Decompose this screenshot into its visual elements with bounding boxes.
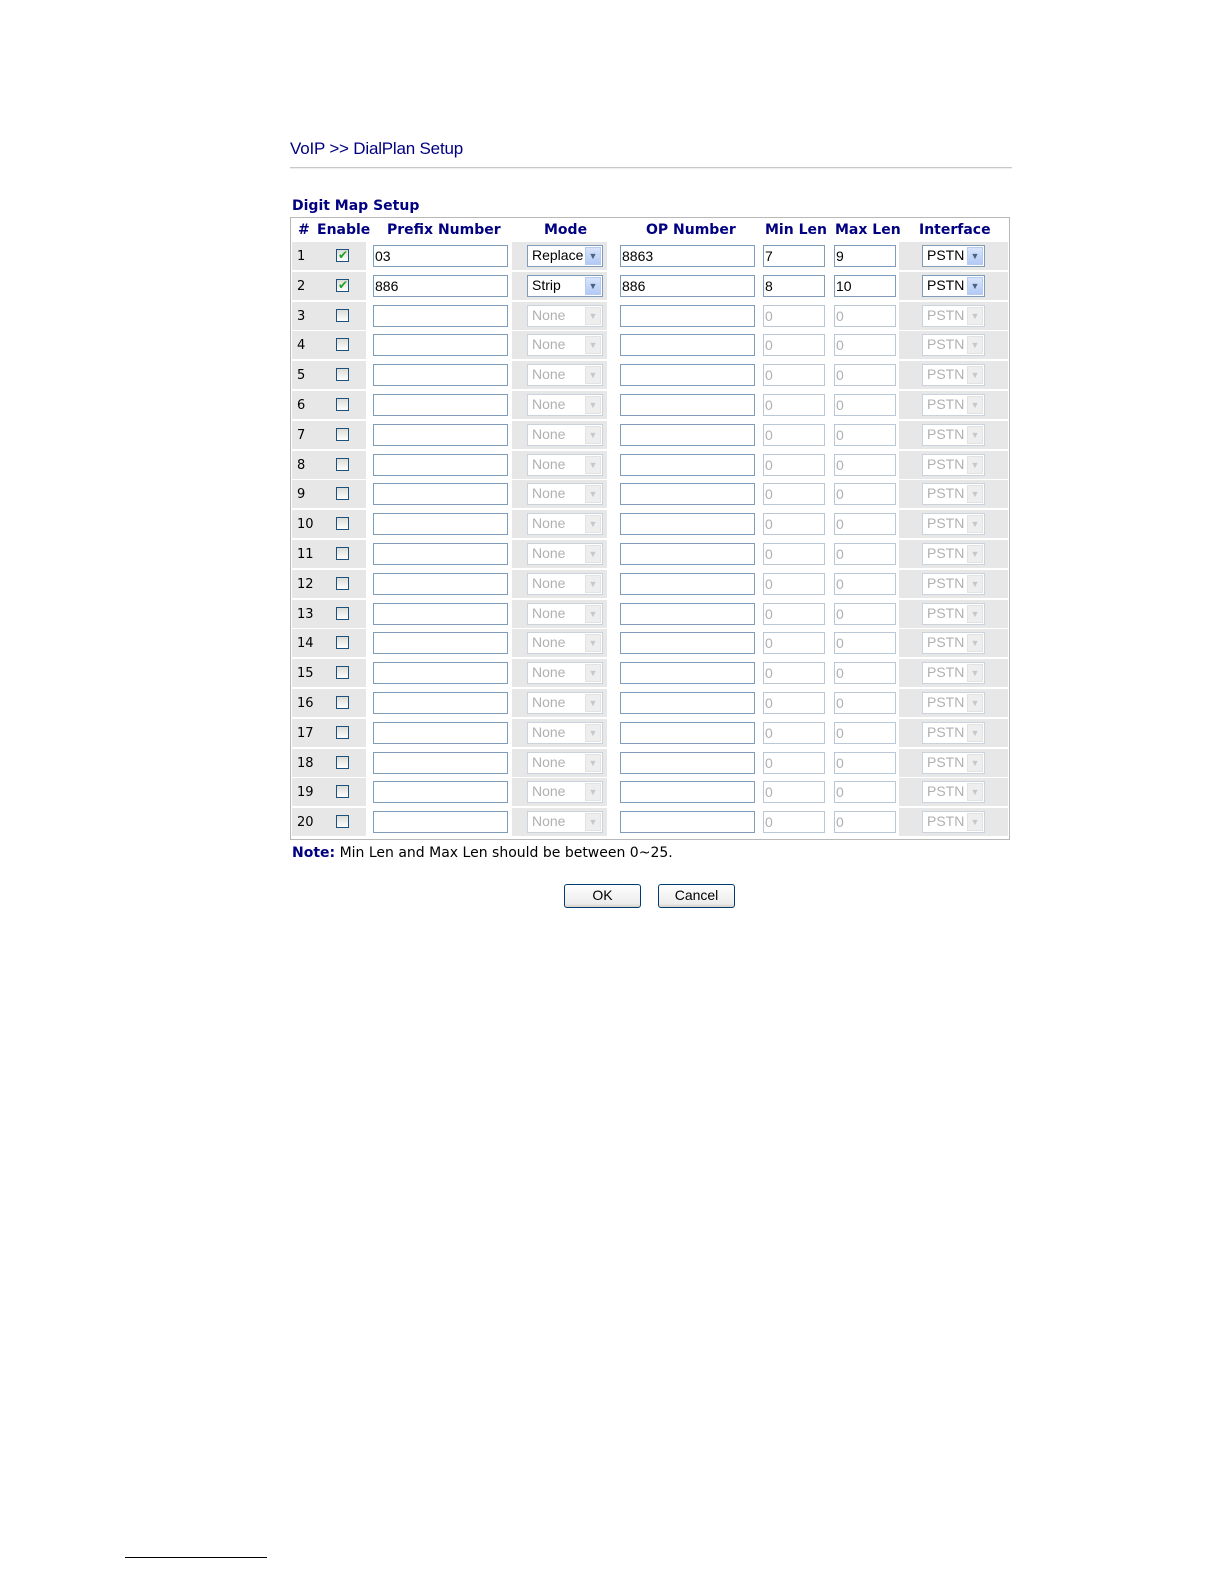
cancel-button[interactable]: Cancel — [658, 884, 735, 908]
mode-select[interactable] — [527, 424, 603, 446]
max-len-input[interactable]: 0 — [834, 364, 896, 386]
enable-checkbox[interactable] — [336, 338, 349, 351]
enable-checkbox[interactable] — [336, 458, 349, 471]
enable-checkbox[interactable] — [336, 696, 349, 709]
row-number: 20 — [297, 815, 314, 830]
interface-select-value: PSTN — [927, 605, 965, 621]
chevron-down-icon[interactable]: ▼ — [585, 277, 601, 295]
min-len-input[interactable]: 0 — [763, 573, 825, 595]
min-len-input[interactable]: 8 — [763, 275, 825, 297]
prefix-number-input[interactable] — [373, 692, 508, 714]
mode-select[interactable] — [527, 394, 603, 416]
chevron-down-icon[interactable]: ▼ — [967, 426, 983, 444]
enable-checkbox[interactable] — [336, 398, 349, 411]
mode-select[interactable] — [527, 692, 603, 714]
table-row — [292, 719, 1008, 747]
interface-select[interactable] — [922, 424, 985, 446]
chevron-down-icon[interactable]: ▼ — [585, 724, 601, 742]
op-number-input[interactable] — [620, 305, 755, 327]
chevron-down-icon[interactable]: ▼ — [967, 336, 983, 354]
chevron-down-icon[interactable]: ▼ — [585, 694, 601, 712]
interface-select[interactable] — [922, 334, 985, 356]
chevron-down-icon[interactable]: ▼ — [585, 456, 601, 474]
chevron-down-icon[interactable]: ▼ — [967, 664, 983, 682]
header-number: # — [298, 222, 310, 238]
table-row — [292, 480, 1008, 508]
min-len-input[interactable]: 0 — [763, 305, 825, 327]
chevron-down-icon[interactable]: ▼ — [585, 754, 601, 772]
enable-checkbox[interactable] — [336, 249, 349, 262]
mode-select-value: None — [532, 694, 566, 710]
mode-select-value: None — [532, 664, 566, 680]
op-number-input[interactable] — [620, 454, 755, 476]
note-body: Min Len and Max Len should be between 0~25. — [335, 845, 673, 861]
min-len-input[interactable]: 0 — [763, 424, 825, 446]
mode-select[interactable] — [527, 722, 603, 744]
min-len-input[interactable]: 0 — [763, 513, 825, 535]
enable-checkbox[interactable] — [336, 487, 349, 500]
chevron-down-icon[interactable]: ▼ — [967, 575, 983, 593]
interface-select-value: PSTN — [927, 366, 965, 382]
chevron-down-icon[interactable]: ▼ — [967, 456, 983, 474]
max-len-input[interactable]: 0 — [834, 662, 896, 684]
interface-select[interactable] — [922, 603, 985, 625]
max-len-input[interactable]: 0 — [834, 603, 896, 625]
chevron-down-icon[interactable]: ▼ — [967, 515, 983, 533]
max-len-input[interactable]: 0 — [834, 394, 896, 416]
table-row — [292, 808, 1008, 836]
interface-select[interactable] — [922, 573, 985, 595]
chevron-down-icon[interactable]: ▼ — [967, 545, 983, 563]
interface-select-value: PSTN — [927, 813, 965, 829]
prefix-number-input[interactable] — [373, 573, 508, 595]
page-title: VoIP >> DialPlan Setup — [290, 139, 463, 158]
min-len-input[interactable]: 0 — [763, 692, 825, 714]
interface-select[interactable] — [922, 454, 985, 476]
mode-select[interactable] — [527, 543, 603, 565]
check-mark-icon: ✔ — [338, 248, 349, 262]
prefix-number-input[interactable] — [373, 305, 508, 327]
chevron-down-icon[interactable]: ▼ — [585, 336, 601, 354]
interface-select[interactable] — [922, 632, 985, 654]
footnote-rule — [125, 1557, 267, 1558]
mode-select[interactable] — [527, 245, 603, 267]
mode-select-value: None — [532, 456, 566, 472]
mode-select[interactable] — [527, 334, 603, 356]
ok-button[interactable]: OK — [564, 884, 641, 908]
enable-checkbox[interactable] — [336, 517, 349, 530]
op-number-input[interactable] — [620, 752, 755, 774]
mode-select-value: None — [532, 813, 566, 829]
table-row — [292, 540, 1008, 568]
table-row — [292, 778, 1008, 806]
header-prefix-number: Prefix Number — [387, 222, 501, 238]
interface-select-value: PSTN — [927, 307, 965, 323]
interface-select-value: PSTN — [927, 694, 965, 710]
prefix-number-input[interactable] — [373, 543, 508, 565]
mode-select[interactable] — [527, 752, 603, 774]
min-len-input[interactable]: 7 — [763, 245, 825, 267]
min-len-input[interactable]: 0 — [763, 632, 825, 654]
table-row — [292, 302, 1008, 330]
chevron-down-icon[interactable]: ▼ — [967, 754, 983, 772]
table-row — [292, 451, 1008, 479]
prefix-number-input[interactable]: 03 — [373, 245, 508, 267]
chevron-down-icon[interactable]: ▼ — [967, 724, 983, 742]
max-len-input[interactable]: 0 — [834, 632, 896, 654]
row-number: 12 — [297, 577, 314, 592]
chevron-down-icon[interactable]: ▼ — [585, 247, 601, 265]
interface-select-value: PSTN — [927, 754, 965, 770]
interface-select[interactable] — [922, 394, 985, 416]
op-number-input[interactable] — [620, 811, 755, 833]
interface-select[interactable] — [922, 305, 985, 327]
enable-checkbox[interactable] — [336, 428, 349, 441]
min-len-input[interactable]: 0 — [763, 483, 825, 505]
interface-select-value: PSTN — [927, 634, 965, 650]
table-row — [292, 749, 1008, 777]
row-number: 17 — [297, 726, 314, 741]
mode-select-value: None — [532, 366, 566, 382]
enable-checkbox[interactable] — [336, 815, 349, 828]
chevron-down-icon[interactable]: ▼ — [967, 396, 983, 414]
row-number: 16 — [297, 696, 314, 711]
chevron-down-icon[interactable]: ▼ — [967, 813, 983, 831]
table-row — [292, 629, 1008, 657]
interface-select[interactable] — [922, 722, 985, 744]
enable-checkbox[interactable] — [336, 368, 349, 381]
row-number: 3 — [297, 309, 306, 324]
table-row — [292, 659, 1008, 687]
chevron-down-icon[interactable]: ▼ — [585, 545, 601, 563]
interface-select-value: PSTN — [927, 783, 965, 799]
interface-select-value: PSTN — [927, 575, 965, 591]
row-number: 6 — [297, 398, 306, 413]
enable-checkbox[interactable] — [336, 666, 349, 679]
interface-select-value: PSTN — [927, 396, 965, 412]
mode-select[interactable] — [527, 364, 603, 386]
interface-select[interactable] — [922, 662, 985, 684]
mode-select[interactable] — [527, 454, 603, 476]
min-len-input[interactable]: 0 — [763, 543, 825, 565]
max-len-input[interactable]: 0 — [834, 454, 896, 476]
header-op-number: OP Number — [646, 222, 736, 238]
chevron-down-icon[interactable]: ▼ — [967, 307, 983, 325]
interface-select-value: PSTN — [927, 724, 965, 740]
op-number-input[interactable] — [620, 513, 755, 535]
interface-select-value: PSTN — [927, 277, 965, 293]
mode-select[interactable] — [527, 632, 603, 654]
chevron-down-icon[interactable]: ▼ — [585, 664, 601, 682]
chevron-down-icon[interactable]: ▼ — [585, 307, 601, 325]
op-number-input[interactable]: 886 — [620, 275, 755, 297]
chevron-down-icon[interactable]: ▼ — [585, 515, 601, 533]
chevron-down-icon[interactable]: ▼ — [585, 813, 601, 831]
min-len-input[interactable]: 0 — [763, 334, 825, 356]
op-number-input[interactable]: 8863 — [620, 245, 755, 267]
prefix-number-input[interactable] — [373, 334, 508, 356]
mode-select[interactable] — [527, 483, 603, 505]
prefix-number-input[interactable] — [373, 632, 508, 654]
interface-select-value: PSTN — [927, 456, 965, 472]
chevron-down-icon[interactable]: ▼ — [967, 485, 983, 503]
chevron-down-icon[interactable]: ▼ — [967, 366, 983, 384]
section-title: Digit Map Setup — [292, 198, 420, 214]
chevron-down-icon[interactable]: ▼ — [585, 605, 601, 623]
prefix-number-input[interactable] — [373, 781, 508, 803]
interface-select-value: PSTN — [927, 336, 965, 352]
mode-select-value: None — [532, 485, 566, 501]
min-len-input[interactable]: 0 — [763, 662, 825, 684]
row-number: 18 — [297, 756, 314, 771]
table-row — [292, 510, 1008, 538]
interface-select[interactable] — [922, 781, 985, 803]
max-len-input[interactable]: 0 — [834, 424, 896, 446]
row-number: 2 — [297, 279, 306, 294]
max-len-input[interactable]: 0 — [834, 513, 896, 535]
mode-select[interactable] — [527, 811, 603, 833]
chevron-down-icon[interactable]: ▼ — [585, 366, 601, 384]
min-len-input[interactable]: 0 — [763, 781, 825, 803]
op-number-input[interactable] — [620, 424, 755, 446]
enable-checkbox[interactable] — [336, 279, 349, 292]
interface-select-value: PSTN — [927, 426, 965, 442]
table-row — [292, 570, 1008, 598]
enable-checkbox[interactable] — [336, 726, 349, 739]
interface-select[interactable] — [922, 364, 985, 386]
max-len-input[interactable]: 0 — [834, 781, 896, 803]
chevron-down-icon[interactable]: ▼ — [967, 605, 983, 623]
prefix-number-input[interactable] — [373, 394, 508, 416]
chevron-down-icon[interactable]: ▼ — [585, 783, 601, 801]
interface-select[interactable] — [922, 483, 985, 505]
interface-select-value: PSTN — [927, 545, 965, 561]
prefix-number-input[interactable]: 886 — [373, 275, 508, 297]
row-number: 4 — [297, 338, 306, 353]
op-number-input[interactable] — [620, 692, 755, 714]
check-mark-icon: ✔ — [338, 278, 349, 292]
op-number-input[interactable] — [620, 603, 755, 625]
min-len-input[interactable]: 0 — [763, 811, 825, 833]
enable-checkbox[interactable] — [336, 577, 349, 590]
max-len-input[interactable]: 9 — [834, 245, 896, 267]
min-len-input[interactable]: 0 — [763, 364, 825, 386]
max-len-input[interactable]: 0 — [834, 483, 896, 505]
mode-select-value: None — [532, 307, 566, 323]
enable-checkbox[interactable] — [336, 607, 349, 620]
mode-select-value: None — [532, 754, 566, 770]
title-divider — [290, 167, 1012, 169]
prefix-number-input[interactable] — [373, 811, 508, 833]
row-number: 15 — [297, 666, 314, 681]
header-min-len: Min Len — [765, 222, 827, 238]
prefix-number-input[interactable] — [373, 364, 508, 386]
max-len-input[interactable]: 0 — [834, 543, 896, 565]
chevron-down-icon[interactable]: ▼ — [967, 247, 983, 265]
mode-select[interactable] — [527, 662, 603, 684]
prefix-number-input[interactable] — [373, 603, 508, 625]
interface-select-value: PSTN — [927, 485, 965, 501]
interface-select[interactable] — [922, 513, 985, 535]
mode-select-value: None — [532, 575, 566, 591]
enable-checkbox[interactable] — [336, 547, 349, 560]
interface-select[interactable] — [922, 692, 985, 714]
interface-select[interactable] — [922, 752, 985, 774]
chevron-down-icon[interactable]: ▼ — [967, 634, 983, 652]
max-len-input[interactable]: 10 — [834, 275, 896, 297]
table-row — [292, 361, 1008, 389]
op-number-input[interactable] — [620, 632, 755, 654]
mode-select[interactable] — [527, 305, 603, 327]
prefix-number-input[interactable] — [373, 722, 508, 744]
mode-select[interactable] — [527, 513, 603, 535]
op-number-input[interactable] — [620, 543, 755, 565]
interface-select[interactable] — [922, 543, 985, 565]
prefix-number-input[interactable] — [373, 483, 508, 505]
max-len-input[interactable]: 0 — [834, 811, 896, 833]
interface-select[interactable] — [922, 811, 985, 833]
row-number: 10 — [297, 517, 314, 532]
op-number-input[interactable] — [620, 573, 755, 595]
row-number: 14 — [297, 636, 314, 651]
interface-select[interactable] — [922, 245, 985, 267]
table-row — [292, 421, 1008, 449]
interface-select[interactable] — [922, 275, 985, 297]
chevron-down-icon[interactable]: ▼ — [585, 396, 601, 414]
min-len-input[interactable]: 0 — [763, 603, 825, 625]
min-len-input[interactable]: 0 — [763, 752, 825, 774]
row-number: 5 — [297, 368, 306, 383]
row-number: 9 — [297, 487, 306, 502]
chevron-down-icon[interactable]: ▼ — [585, 575, 601, 593]
chevron-down-icon[interactable]: ▼ — [967, 783, 983, 801]
header-mode: Mode — [544, 222, 588, 238]
interface-select-value: PSTN — [927, 515, 965, 531]
op-number-input[interactable] — [620, 483, 755, 505]
mode-select-value: None — [532, 515, 566, 531]
row-number: 8 — [297, 458, 306, 473]
max-len-input[interactable]: 0 — [834, 305, 896, 327]
op-number-input[interactable] — [620, 722, 755, 744]
table-row — [292, 689, 1008, 717]
header-interface: Interface — [919, 222, 991, 238]
table-row — [292, 331, 1008, 359]
mode-select[interactable] — [527, 275, 603, 297]
min-len-input[interactable]: 0 — [763, 394, 825, 416]
max-len-input[interactable]: 0 — [834, 573, 896, 595]
mode-select-value: None — [532, 605, 566, 621]
row-number: 11 — [297, 547, 314, 562]
max-len-input[interactable]: 0 — [834, 722, 896, 744]
prefix-number-input[interactable] — [373, 662, 508, 684]
prefix-number-input[interactable] — [373, 424, 508, 446]
mode-select-value: Replace — [532, 247, 584, 263]
row-number: 13 — [297, 607, 314, 622]
op-number-input[interactable] — [620, 662, 755, 684]
row-number: 19 — [297, 785, 314, 800]
chevron-down-icon[interactable]: ▼ — [967, 694, 983, 712]
chevron-down-icon[interactable]: ▼ — [585, 426, 601, 444]
table-row — [292, 391, 1008, 419]
mode-select-value: None — [532, 336, 566, 352]
enable-checkbox[interactable] — [336, 785, 349, 798]
mode-select-value: None — [532, 545, 566, 561]
mode-select-value: None — [532, 783, 566, 799]
mode-select-value: None — [532, 426, 566, 442]
enable-checkbox[interactable] — [336, 756, 349, 769]
table-row — [292, 242, 1008, 270]
chevron-down-icon[interactable]: ▼ — [585, 634, 601, 652]
op-number-input[interactable] — [620, 364, 755, 386]
chevron-down-icon[interactable]: ▼ — [585, 485, 601, 503]
max-len-input[interactable]: 0 — [834, 334, 896, 356]
mode-select[interactable] — [527, 603, 603, 625]
mode-select[interactable] — [527, 781, 603, 803]
prefix-number-input[interactable] — [373, 513, 508, 535]
max-len-input[interactable]: 0 — [834, 752, 896, 774]
op-number-input[interactable] — [620, 394, 755, 416]
min-len-input[interactable]: 0 — [763, 454, 825, 476]
row-number: 7 — [297, 428, 306, 443]
note-text — [292, 845, 673, 861]
interface-select-value: PSTN — [927, 247, 965, 263]
enable-checkbox[interactable] — [336, 636, 349, 649]
row-number: 1 — [297, 249, 306, 264]
min-len-input[interactable]: 0 — [763, 722, 825, 744]
op-number-input[interactable] — [620, 781, 755, 803]
header-max-len: Max Len — [835, 222, 901, 238]
prefix-number-input[interactable] — [373, 454, 508, 476]
chevron-down-icon[interactable]: ▼ — [967, 277, 983, 295]
op-number-input[interactable] — [620, 334, 755, 356]
table-row — [292, 272, 1008, 300]
enable-checkbox[interactable] — [336, 309, 349, 322]
prefix-number-input[interactable] — [373, 752, 508, 774]
mode-select-value: None — [532, 724, 566, 740]
note-label: Note: — [292, 845, 336, 861]
mode-select[interactable] — [527, 573, 603, 595]
mode-select-value: Strip — [532, 277, 561, 293]
header-enable: Enable — [317, 222, 371, 238]
table-row — [292, 600, 1008, 628]
mode-select-value: None — [532, 634, 566, 650]
mode-select-value: None — [532, 396, 566, 412]
max-len-input[interactable]: 0 — [834, 692, 896, 714]
interface-select-value: PSTN — [927, 664, 965, 680]
